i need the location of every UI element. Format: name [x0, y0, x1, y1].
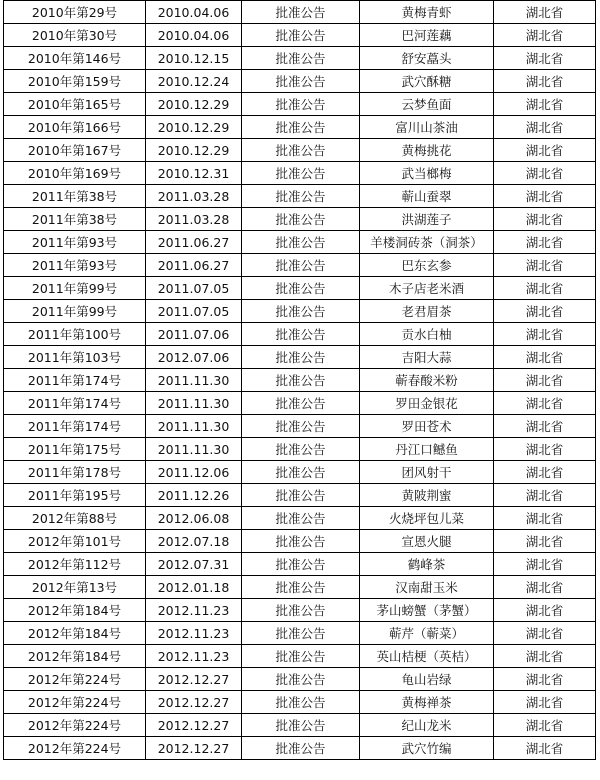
announcement-number-cell: 2011年第175号	[4, 438, 146, 461]
announcement-number-cell: 2012年第184号	[4, 645, 146, 668]
table-row	[4, 70, 596, 93]
announcement-date-cell: 2011.07.05	[146, 277, 242, 300]
announcement-date-cell: 2010.12.24	[146, 70, 242, 93]
announcement-number-cell: 2011年第174号	[4, 369, 146, 392]
province-cell: 湖北省	[494, 645, 596, 668]
announcement-date-cell: 2012.11.23	[146, 645, 242, 668]
announcement-number-cell: 2011年第99号	[4, 277, 146, 300]
table-row	[4, 254, 596, 277]
table-row	[4, 599, 596, 622]
announcement-type-cell: 批准公告	[242, 93, 360, 116]
product-name-cell: 罗田金银花	[360, 392, 494, 415]
province-cell: 湖北省	[494, 622, 596, 645]
announcement-number-cell: 2011年第99号	[4, 300, 146, 323]
product-name-cell: 宣恩火腿	[360, 530, 494, 553]
announcement-date-cell: 2011.11.30	[146, 438, 242, 461]
announcement-date-cell: 2010.12.29	[146, 116, 242, 139]
announcement-number-cell: 2011年第38号	[4, 208, 146, 231]
announcement-type-cell: 批准公告	[242, 369, 360, 392]
province-cell: 湖北省	[494, 254, 596, 277]
announcement-number-cell: 2012年第224号	[4, 714, 146, 737]
announcement-number-cell: 2012年第224号	[4, 737, 146, 760]
table-row	[4, 415, 596, 438]
announcement-type-cell: 批准公告	[242, 208, 360, 231]
table-row	[4, 162, 596, 185]
product-name-cell: 吉阳大蒜	[360, 346, 494, 369]
announcement-number-cell: 2012年第101号	[4, 530, 146, 553]
announcement-type-cell: 批准公告	[242, 668, 360, 691]
table-row	[4, 47, 596, 70]
province-cell: 湖北省	[494, 208, 596, 231]
table-row	[4, 392, 596, 415]
product-name-cell: 丹江口鳡鱼	[360, 438, 494, 461]
announcement-date-cell: 2010.12.31	[146, 162, 242, 185]
announcement-number-cell: 2012年第184号	[4, 599, 146, 622]
province-cell: 湖北省	[494, 714, 596, 737]
announcement-type-cell: 批准公告	[242, 162, 360, 185]
table-row	[4, 277, 596, 300]
product-name-cell: 黄梅青虾	[360, 1, 494, 24]
province-cell: 湖北省	[494, 162, 596, 185]
announcement-date-cell: 2011.03.28	[146, 185, 242, 208]
province-cell: 湖北省	[494, 277, 596, 300]
product-name-cell: 鹤峰茶	[360, 553, 494, 576]
announcement-type-cell: 批准公告	[242, 691, 360, 714]
announcement-type-cell: 批准公告	[242, 1, 360, 24]
table-row	[4, 93, 596, 116]
announcement-date-cell: 2012.01.18	[146, 576, 242, 599]
table-row	[4, 116, 596, 139]
announcement-date-cell: 2010.12.15	[146, 47, 242, 70]
announcement-number-cell: 2011年第195号	[4, 484, 146, 507]
province-cell: 湖北省	[494, 691, 596, 714]
announcement-number-cell: 2012年第13号	[4, 576, 146, 599]
province-cell: 湖北省	[494, 530, 596, 553]
announcement-number-cell: 2012年第88号	[4, 507, 146, 530]
province-cell: 湖北省	[494, 369, 596, 392]
province-cell: 湖北省	[494, 392, 596, 415]
announcement-date-cell: 2011.03.28	[146, 208, 242, 231]
announcement-type-cell: 批准公告	[242, 185, 360, 208]
table-row	[4, 553, 596, 576]
announcement-number-cell: 2011年第93号	[4, 231, 146, 254]
province-cell: 湖北省	[494, 438, 596, 461]
announcement-date-cell: 2010.04.06	[146, 24, 242, 47]
announcement-type-cell: 批准公告	[242, 231, 360, 254]
table-row	[4, 714, 596, 737]
table-row	[4, 24, 596, 47]
province-cell: 湖北省	[494, 553, 596, 576]
product-name-cell: 罗田苍术	[360, 415, 494, 438]
product-name-cell: 巴东玄参	[360, 254, 494, 277]
announcement-type-cell: 批准公告	[242, 714, 360, 737]
announcement-number-cell: 2011年第174号	[4, 392, 146, 415]
product-name-cell: 纪山龙米	[360, 714, 494, 737]
table-row	[4, 691, 596, 714]
product-name-cell: 茅山螃蟹（茅蟹）	[360, 599, 494, 622]
product-name-cell: 黄陂荆蜜	[360, 484, 494, 507]
announcement-number-cell: 2011年第103号	[4, 346, 146, 369]
announcement-type-cell: 批准公告	[242, 599, 360, 622]
table-row	[4, 300, 596, 323]
province-cell: 湖北省	[494, 668, 596, 691]
province-cell: 湖北省	[494, 1, 596, 24]
announcement-number-cell: 2011年第93号	[4, 254, 146, 277]
province-cell: 湖北省	[494, 139, 596, 162]
product-name-cell: 富川山茶油	[360, 116, 494, 139]
announcement-type-cell: 批准公告	[242, 576, 360, 599]
announcement-date-cell: 2010.12.29	[146, 139, 242, 162]
announcement-date-cell: 2011.11.30	[146, 415, 242, 438]
product-name-cell: 舒安藠头	[360, 47, 494, 70]
province-cell: 湖北省	[494, 737, 596, 760]
announcement-table	[3, 0, 596, 760]
announcement-number-cell: 2010年第29号	[4, 1, 146, 24]
announcement-date-cell: 2011.07.06	[146, 323, 242, 346]
table-row	[4, 185, 596, 208]
announcement-date-cell: 2012.11.23	[146, 622, 242, 645]
product-name-cell: 武穴酥糖	[360, 70, 494, 93]
province-cell: 湖北省	[494, 461, 596, 484]
table-row	[4, 323, 596, 346]
announcement-type-cell: 批准公告	[242, 70, 360, 93]
announcement-number-cell: 2011年第178号	[4, 461, 146, 484]
product-name-cell: 汉南甜玉米	[360, 576, 494, 599]
product-name-cell: 黄梅挑花	[360, 139, 494, 162]
product-name-cell: 英山桔梗（英桔）	[360, 645, 494, 668]
product-name-cell: 洪湖莲子	[360, 208, 494, 231]
table-row	[4, 139, 596, 162]
announcement-number-cell: 2011年第174号	[4, 415, 146, 438]
product-name-cell: 龟山岩绿	[360, 668, 494, 691]
announcement-type-cell: 批准公告	[242, 300, 360, 323]
announcement-number-cell: 2010年第146号	[4, 47, 146, 70]
table-row	[4, 484, 596, 507]
announcement-date-cell: 2011.11.30	[146, 392, 242, 415]
announcement-number-cell: 2010年第167号	[4, 139, 146, 162]
announcement-type-cell: 批准公告	[242, 116, 360, 139]
announcement-type-cell: 批准公告	[242, 415, 360, 438]
province-cell: 湖北省	[494, 599, 596, 622]
province-cell: 湖北省	[494, 300, 596, 323]
announcement-number-cell: 2011年第100号	[4, 323, 146, 346]
announcement-date-cell: 2011.12.26	[146, 484, 242, 507]
province-cell: 湖北省	[494, 231, 596, 254]
announcement-number-cell: 2011年第38号	[4, 185, 146, 208]
announcement-date-cell: 2012.07.31	[146, 553, 242, 576]
table-row	[4, 231, 596, 254]
province-cell: 湖北省	[494, 116, 596, 139]
table-row	[4, 461, 596, 484]
announcement-type-cell: 批准公告	[242, 507, 360, 530]
product-name-cell: 蕲山蚕翠	[360, 185, 494, 208]
product-name-cell: 云梦鱼面	[360, 93, 494, 116]
announcement-type-cell: 批准公告	[242, 645, 360, 668]
province-cell: 湖北省	[494, 93, 596, 116]
announcement-type-cell: 批准公告	[242, 323, 360, 346]
product-name-cell: 武当榔梅	[360, 162, 494, 185]
announcement-type-cell: 批准公告	[242, 392, 360, 415]
province-cell: 湖北省	[494, 576, 596, 599]
table-row	[4, 645, 596, 668]
announcement-date-cell: 2012.12.27	[146, 714, 242, 737]
announcement-date-cell: 2010.04.06	[146, 1, 242, 24]
table-row	[4, 668, 596, 691]
announcement-date-cell: 2011.12.06	[146, 461, 242, 484]
announcement-date-cell: 2012.06.08	[146, 507, 242, 530]
announcement-date-cell: 2012.07.18	[146, 530, 242, 553]
province-cell: 湖北省	[494, 484, 596, 507]
announcement-number-cell: 2010年第159号	[4, 70, 146, 93]
product-name-cell: 武穴竹编	[360, 737, 494, 760]
province-cell: 湖北省	[494, 24, 596, 47]
province-cell: 湖北省	[494, 323, 596, 346]
announcement-type-cell: 批准公告	[242, 553, 360, 576]
table-body	[4, 1, 596, 760]
announcement-type-cell: 批准公告	[242, 139, 360, 162]
table-row	[4, 576, 596, 599]
announcement-date-cell: 2012.11.23	[146, 599, 242, 622]
announcement-number-cell: 2010年第169号	[4, 162, 146, 185]
product-name-cell: 黄梅禅茶	[360, 691, 494, 714]
announcement-type-cell: 批准公告	[242, 346, 360, 369]
province-cell: 湖北省	[494, 47, 596, 70]
province-cell: 湖北省	[494, 185, 596, 208]
announcement-date-cell: 2012.12.27	[146, 668, 242, 691]
announcement-number-cell: 2012年第224号	[4, 668, 146, 691]
table-row	[4, 530, 596, 553]
announcement-date-cell: 2012.12.27	[146, 737, 242, 760]
announcement-type-cell: 批准公告	[242, 47, 360, 70]
product-name-cell: 木子店老米酒	[360, 277, 494, 300]
announcement-date-cell: 2011.11.30	[146, 369, 242, 392]
table-row	[4, 737, 596, 760]
announcement-type-cell: 批准公告	[242, 277, 360, 300]
table-row	[4, 346, 596, 369]
announcement-date-cell: 2010.12.29	[146, 93, 242, 116]
announcement-type-cell: 批准公告	[242, 438, 360, 461]
announcement-type-cell: 批准公告	[242, 461, 360, 484]
product-name-cell: 贡水白柚	[360, 323, 494, 346]
announcement-date-cell: 2012.07.06	[146, 346, 242, 369]
province-cell: 湖北省	[494, 70, 596, 93]
table-row	[4, 369, 596, 392]
announcement-date-cell: 2011.07.05	[146, 300, 242, 323]
table-row	[4, 208, 596, 231]
product-name-cell: 老君眉茶	[360, 300, 494, 323]
announcement-number-cell: 2010年第165号	[4, 93, 146, 116]
province-cell: 湖北省	[494, 346, 596, 369]
announcement-type-cell: 批准公告	[242, 484, 360, 507]
announcement-type-cell: 批准公告	[242, 530, 360, 553]
announcement-date-cell: 2011.06.27	[146, 254, 242, 277]
announcement-type-cell: 批准公告	[242, 254, 360, 277]
province-cell: 湖北省	[494, 507, 596, 530]
announcement-number-cell: 2012年第184号	[4, 622, 146, 645]
announcement-number-cell: 2010年第30号	[4, 24, 146, 47]
announcement-type-cell: 批准公告	[242, 24, 360, 47]
table-row	[4, 622, 596, 645]
table-row	[4, 507, 596, 530]
product-name-cell: 团风射干	[360, 461, 494, 484]
product-name-cell: 蕲芹（蕲菜）	[360, 622, 494, 645]
product-name-cell: 火烧坪包儿菜	[360, 507, 494, 530]
province-cell: 湖北省	[494, 415, 596, 438]
announcement-number-cell: 2010年第166号	[4, 116, 146, 139]
table-row	[4, 1, 596, 24]
announcement-number-cell: 2012年第224号	[4, 691, 146, 714]
product-name-cell: 羊楼洞砖茶（洞茶）	[360, 231, 494, 254]
announcement-date-cell: 2011.06.27	[146, 231, 242, 254]
product-name-cell: 蕲春酸米粉	[360, 369, 494, 392]
announcement-type-cell: 批准公告	[242, 622, 360, 645]
announcement-type-cell: 批准公告	[242, 737, 360, 760]
announcement-date-cell: 2012.12.27	[146, 691, 242, 714]
announcement-number-cell: 2012年第112号	[4, 553, 146, 576]
table-row	[4, 438, 596, 461]
product-name-cell: 巴河莲藕	[360, 24, 494, 47]
